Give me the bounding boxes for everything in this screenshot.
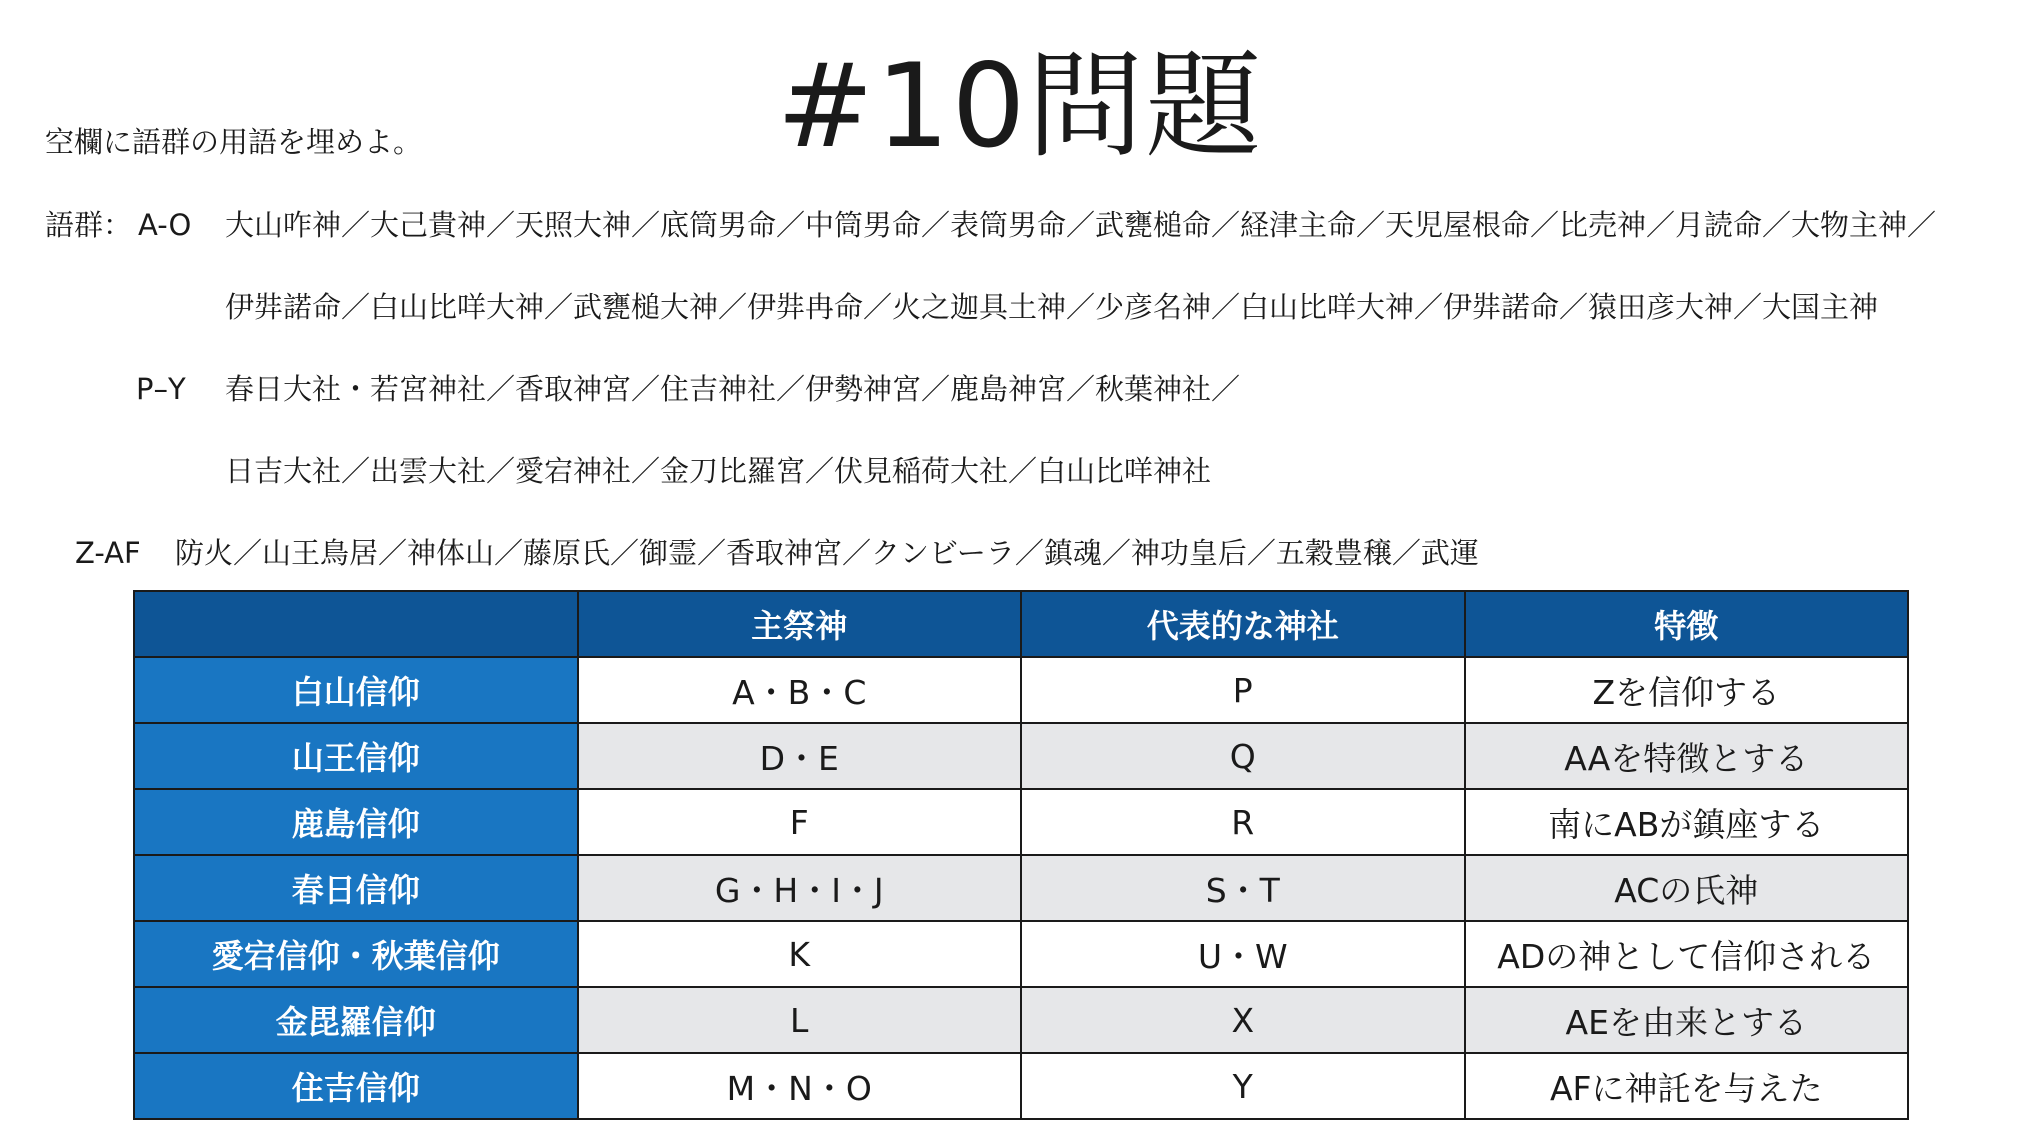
feature-cell: 南にABが鎮座する: [1465, 789, 1909, 855]
table-row: [134, 1053, 1908, 1119]
shrine-cell: P: [1021, 657, 1465, 723]
table-header-cell: 主祭神: [578, 591, 1022, 657]
feature-cell: AFに神託を与えた: [1465, 1053, 1909, 1119]
word-bank-range: A-O: [138, 208, 192, 242]
deity-cell: M・N・O: [578, 1053, 1022, 1119]
faith-name: 山王信仰: [134, 723, 578, 789]
word-bank-range: P–Y: [136, 372, 186, 406]
deity-cell: A・B・C: [578, 657, 1022, 723]
table-row: [134, 789, 1908, 855]
faith-name: 春日信仰: [134, 855, 578, 921]
table-header-cell: 代表的な神社: [1021, 591, 1465, 657]
instruction-text: 空欄に語群の用語を埋めよ。: [45, 125, 423, 159]
table-header-cell: 特徴: [1465, 591, 1909, 657]
feature-cell: AAを特徴とする: [1465, 723, 1909, 789]
shrine-cell: Y: [1021, 1053, 1465, 1119]
faith-name: 白山信仰: [134, 657, 578, 723]
deity-cell: F: [578, 789, 1022, 855]
faith-name: 鹿島信仰: [134, 789, 578, 855]
word-bank-terms: 伊弉諾命／白山比咩大神／武甕槌大神／伊弉冉命／火之迦具土神／少彦名神／白山比咩大神／伊弉諾命／猿田彦大神／大国主神: [225, 290, 1879, 324]
word-bank-terms: 防火／山王鳥居／神体山／藤原氏／御霊／香取神宮／クンビーラ／鎮魂／神功皇后／五穀豊穣／武運: [175, 536, 1479, 570]
table-row: [134, 987, 1908, 1053]
page-title: #10問題: [776, 39, 1264, 174]
feature-cell: Zを信仰する: [1465, 657, 1909, 723]
table-row: [134, 855, 1908, 921]
shrine-cell: R: [1021, 789, 1465, 855]
deity-cell: K: [578, 921, 1022, 987]
table-header-cell: [134, 591, 578, 657]
deity-cell: G・H・I・J: [578, 855, 1022, 921]
word-bank-range: Z-AF: [75, 536, 141, 570]
deity-cell: D・E: [578, 723, 1022, 789]
table-row: [134, 921, 1908, 987]
faith-name: 愛宕信仰・秋葉信仰: [134, 921, 578, 987]
word-bank-terms: 春日大社・若宮神社／香取神宮／住吉神社／伊勢神宮／鹿島神宮／秋葉神社／: [225, 372, 1241, 406]
table-header-row: [134, 591, 1908, 657]
feature-cell: ACの氏神: [1465, 855, 1909, 921]
faith-name: 住吉信仰: [134, 1053, 578, 1119]
word-bank-terms: 日吉大社／出雲大社／愛宕神社／金刀比羅宮／伏見稲荷大社／白山比咩神社: [225, 454, 1212, 488]
table-row: [134, 723, 1908, 789]
shrine-cell: Q: [1021, 723, 1465, 789]
shrine-cell: S・T: [1021, 855, 1465, 921]
answer-table: [133, 590, 1909, 1120]
feature-cell: ADの神として信仰される: [1465, 921, 1909, 987]
word-bank-label: 語群：: [45, 208, 133, 242]
table-row: [134, 657, 1908, 723]
feature-cell: AEを由来とする: [1465, 987, 1909, 1053]
shrine-cell: U・W: [1021, 921, 1465, 987]
shrine-cell: X: [1021, 987, 1465, 1053]
word-bank-terms: 大山咋神／大己貴神／天照大神／底筒男命／中筒男命／表筒男命／武甕槌命／経津主命／天児屋根命／比売神／月読命／大物主神／: [225, 208, 1937, 242]
faith-name: 金毘羅信仰: [134, 987, 578, 1053]
deity-cell: L: [578, 987, 1022, 1053]
